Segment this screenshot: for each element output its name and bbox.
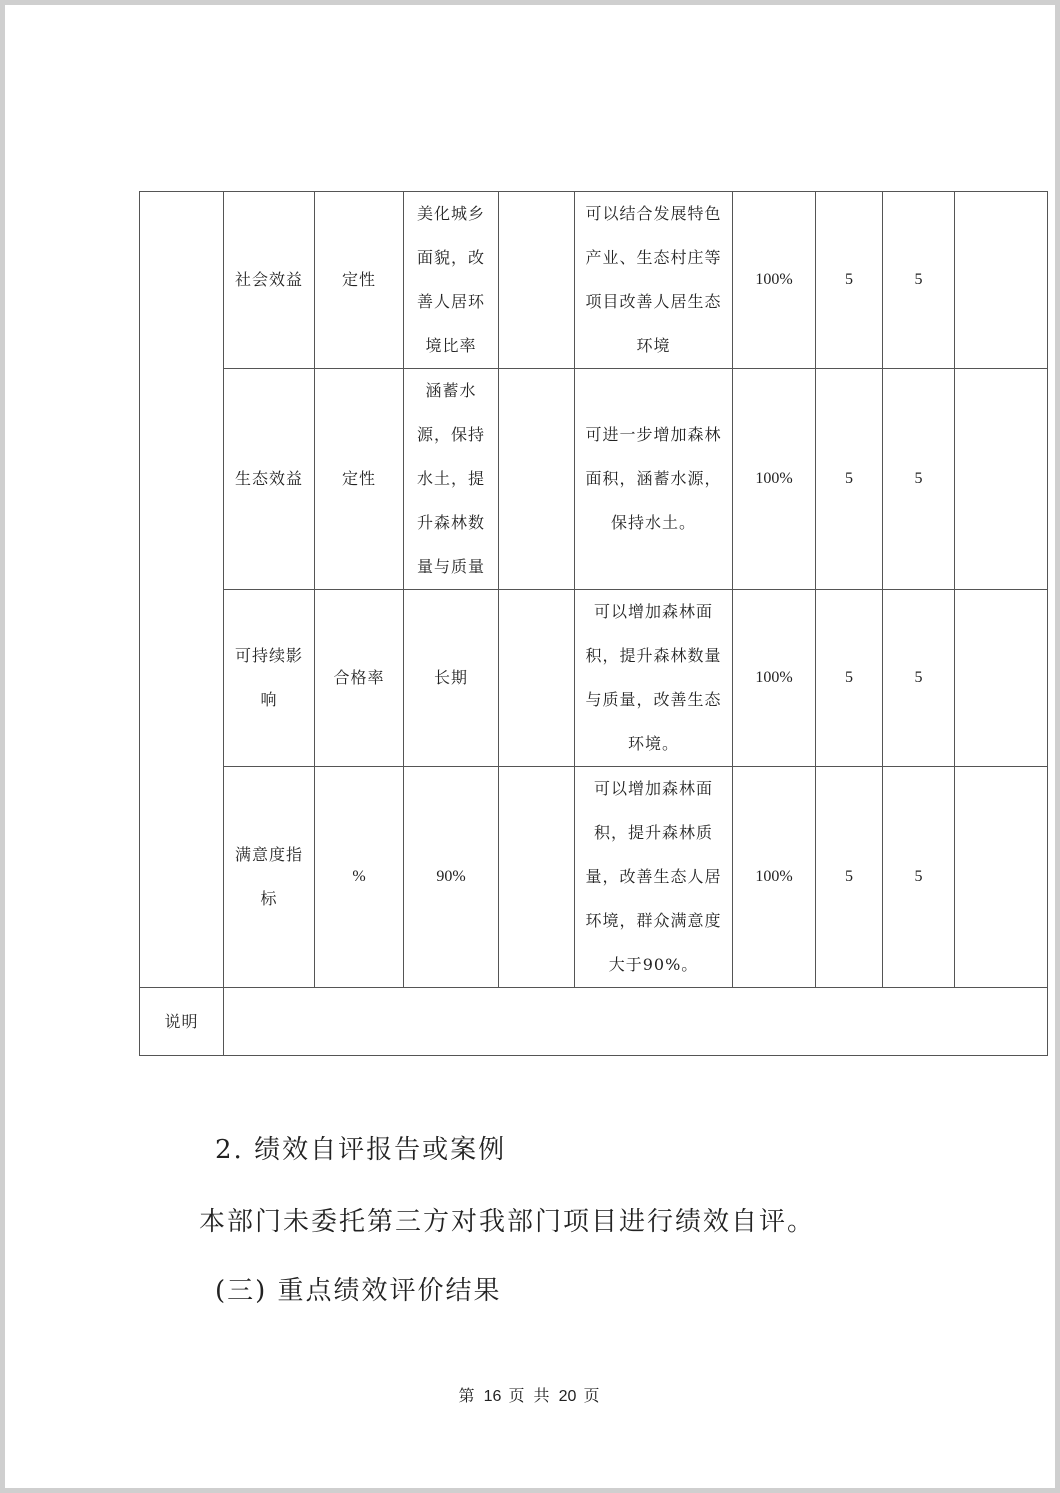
target-cell: 涵蓄水源，保持水土，提升森林数量与质量 (404, 369, 499, 590)
score-cell: 5 (883, 192, 955, 369)
footer-suffix: 页 (583, 1386, 602, 1405)
type-cell: 定性 (315, 192, 404, 369)
rate-cell: 100% (733, 192, 816, 369)
footer-prefix: 第 (458, 1386, 477, 1405)
actual-cell: 可以增加森林面积，提升森林数量与质量，改善生态环境。 (575, 590, 733, 767)
section-heading-2: 2. 绩效自评报告或案例 (215, 1135, 507, 1165)
note-cell (955, 369, 1048, 590)
score-cell: 5 (883, 767, 955, 988)
note-cell (955, 192, 1048, 369)
rate-cell: 100% (733, 767, 816, 988)
explanation-row (140, 988, 1048, 1056)
weight-cell: 5 (816, 192, 883, 369)
category-cell (140, 192, 224, 988)
indicator-cell: 满意度指标 (224, 767, 315, 988)
blank-cell (499, 369, 575, 590)
explanation-label: 说明 (140, 988, 224, 1056)
section-heading-3: (三) 重点绩效评价结果 (215, 1276, 502, 1306)
page-footer (5, 1383, 1055, 1406)
type-cell: 定性 (315, 369, 404, 590)
indicator-cell: 社会效益 (224, 192, 315, 369)
blank-cell (499, 192, 575, 369)
target-cell: 90% (404, 767, 499, 988)
target-cell: 长期 (404, 590, 499, 767)
type-cell: 合格率 (315, 590, 404, 767)
score-cell: 5 (883, 369, 955, 590)
blank-cell (499, 767, 575, 988)
indicator-cell: 可持续影响 (224, 590, 315, 767)
footer-middle: 页 共 (508, 1386, 552, 1405)
table-row (140, 369, 1048, 590)
indicator-cell: 生态效益 (224, 369, 315, 590)
document-page (5, 5, 1055, 1488)
weight-cell: 5 (816, 590, 883, 767)
table-row (140, 767, 1048, 988)
note-cell (955, 767, 1048, 988)
actual-cell: 可以结合发展特色产业、生态村庄等项目改善人居生态环境 (575, 192, 733, 369)
actual-cell: 可进一步增加森林面积，涵蓄水源，保持水土。 (575, 369, 733, 590)
explanation-value (224, 988, 1048, 1056)
note-cell (955, 590, 1048, 767)
current-page-number: 16 (483, 1388, 502, 1405)
section-body-2: 本部门未委托第三方对我部门项目进行绩效自评。 (199, 1207, 816, 1237)
score-cell: 5 (883, 590, 955, 767)
weight-cell: 5 (816, 767, 883, 988)
table-row (140, 192, 1048, 369)
rate-cell: 100% (733, 590, 816, 767)
total-page-number: 20 (558, 1388, 577, 1405)
table-row (140, 590, 1048, 767)
actual-cell: 可以增加森林面积，提升森林质量，改善生态人居环境，群众满意度大于90%。 (575, 767, 733, 988)
weight-cell: 5 (816, 369, 883, 590)
blank-cell (499, 590, 575, 767)
type-cell: % (315, 767, 404, 988)
rate-cell: 100% (733, 369, 816, 590)
target-cell: 美化城乡面貌，改善人居环境比率 (404, 192, 499, 369)
performance-table (139, 191, 1048, 1056)
